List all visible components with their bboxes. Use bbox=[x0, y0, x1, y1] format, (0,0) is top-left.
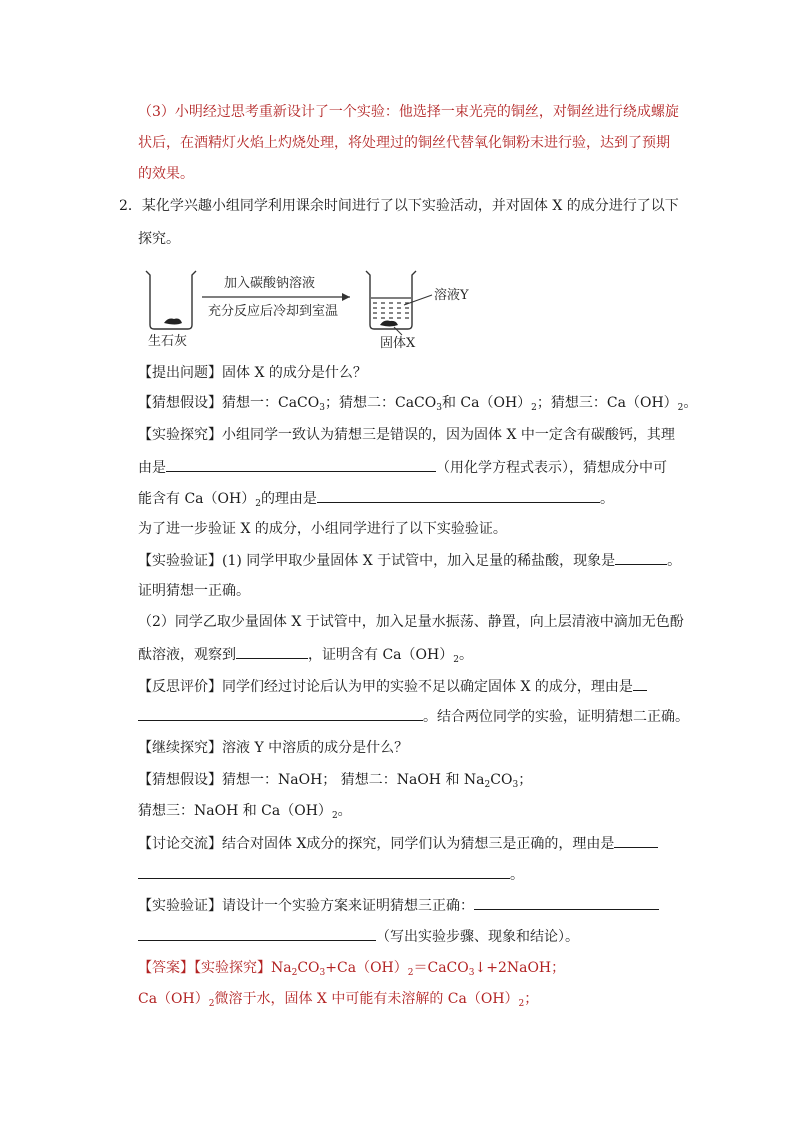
answer-line1-c: +Ca（OH） bbox=[325, 960, 408, 976]
reflect-text: 【反思评价】同学们经过讨论后认为甲的实验不足以确定固体 X 的成分，理由是 bbox=[138, 679, 633, 695]
hyp-sub-d: 2 bbox=[677, 403, 684, 413]
caoh2-reason-blank[interactable] bbox=[317, 488, 600, 503]
answer-line2 bbox=[138, 989, 538, 1009]
answer-line1-b: CO bbox=[297, 960, 320, 976]
observation-blank[interactable] bbox=[236, 644, 308, 659]
answer-line1-d: ＝CaCO bbox=[413, 960, 469, 976]
hyp-text-d: ；猜想三：Ca（OH） bbox=[536, 395, 678, 411]
hyp-sub-a: 3 bbox=[319, 403, 325, 413]
q2-explore-line1: 【实验探究】小组同学一致认为猜想三是错误的，因为固体 X 中一定含有碳酸钙，其理 bbox=[138, 427, 675, 443]
q2-hyp2-line2 bbox=[138, 801, 352, 821]
q2-verify-line1 bbox=[138, 550, 681, 571]
discuss-blank[interactable] bbox=[138, 864, 510, 879]
solid-pointer-line bbox=[394, 327, 402, 335]
q2-hyp2-line1 bbox=[138, 770, 532, 790]
verify-line4-sub: 2 bbox=[453, 655, 459, 665]
answer-line1-sub1: 2 bbox=[291, 968, 298, 978]
right-beaker bbox=[366, 271, 416, 329]
solution-pointer-line bbox=[404, 295, 432, 305]
phenomenon-blank[interactable] bbox=[615, 550, 667, 565]
answer-line2-b: 微溶于水，固体 X 中可能有未溶解的 Ca（OH） bbox=[214, 991, 519, 1007]
equation-answer-blank[interactable] bbox=[166, 457, 436, 472]
answer-line1-e: ↓+2NaOH； bbox=[474, 960, 566, 976]
solution-liquid bbox=[371, 298, 411, 318]
hyp2-b-sub: 3 bbox=[512, 780, 519, 790]
solid-x-label: 固体X bbox=[380, 336, 416, 350]
hyp2-line2-b: 。 bbox=[337, 803, 352, 819]
q2-intro-line2: 探究。 bbox=[138, 231, 180, 247]
solution-y-label: 溶液Y bbox=[434, 288, 469, 303]
answer-line2-sub1: 2 bbox=[208, 999, 215, 1009]
q2-verify2-line1 bbox=[138, 895, 659, 916]
q2-verify2-line2 bbox=[138, 926, 579, 947]
verify-line4-c: 。 bbox=[458, 647, 473, 663]
reflect-conclusion: 。结合两位同学的实验，证明猜想二正确。 bbox=[423, 709, 689, 725]
solid-x bbox=[380, 321, 398, 327]
q2-reflect-line2 bbox=[138, 706, 689, 727]
hyp2-line2-sub: 2 bbox=[331, 811, 338, 821]
verify-line4-a: 酞溶液，观察到 bbox=[138, 647, 236, 663]
hyp2-a: 【猜想假设】猜想一：NaOH； 猜想二：NaOH 和 Na bbox=[138, 772, 485, 788]
q1-part3-line2: 状后，在酒精灯火焰上灼烧处理，将处理过的铜丝代替氧化铜粉末进行验，达到了预期 bbox=[138, 135, 670, 151]
answer-line1-sub2: 3 bbox=[319, 968, 326, 978]
explore-line3-b: 的理由是 bbox=[260, 491, 317, 507]
hyp2-c: ； bbox=[518, 772, 533, 788]
explore-reason-suffix: （用化学方程式表示），猜想成分中可 bbox=[436, 460, 667, 476]
q2-verify-line2: 证明猜想一正确。 bbox=[138, 583, 250, 599]
verify-line4-b: ，证明含有 Ca（OH） bbox=[308, 647, 454, 663]
answer-line1 bbox=[138, 958, 565, 978]
arrow-top-label: 加入碳酸钠溶液 bbox=[224, 276, 316, 291]
q2-verify-line4 bbox=[138, 644, 473, 665]
discuss-text: 【讨论交流】结合对固体 X成分的探究，同学们认为猜想三是正确的，理由是 bbox=[138, 836, 615, 852]
reaction-arrow-head bbox=[342, 293, 350, 301]
q1-part3-line1: （3）小明经过思考重新设计了一个实验：他选择一束光亮的铜丝，对铜丝进行绕成螺旋 bbox=[138, 104, 679, 120]
q2-intro-line1 bbox=[119, 196, 679, 216]
q2-discuss-line1 bbox=[138, 833, 658, 854]
hyp2-a-sub: 2 bbox=[484, 780, 491, 790]
verify-line1-b: 。 bbox=[667, 553, 682, 569]
arrow-bottom-label: 充分反应后冷却到室温 bbox=[208, 304, 339, 319]
left-beaker-label: 生石灰 bbox=[148, 334, 188, 349]
q2-explore-line3 bbox=[138, 488, 614, 509]
hyp2-line2-a: 猜想三：NaOH 和 Ca（OH） bbox=[138, 803, 332, 819]
hyp-sub-c: 2 bbox=[531, 403, 537, 413]
q2-hypothesis bbox=[138, 393, 697, 413]
answer-line2-sub2: 2 bbox=[518, 999, 525, 1009]
q2-intro-text: 某化学兴趣小组同学利用课余时间进行了以下实验活动，并对固体 X 的成分进行了以下 bbox=[141, 198, 679, 214]
hyp2-b: CO bbox=[490, 772, 513, 788]
hyp-text-a: 【猜想假设】猜想一：CaCO bbox=[138, 395, 320, 411]
explore-reason-prefix: 由是 bbox=[138, 460, 166, 476]
q2-discuss-line2 bbox=[138, 864, 524, 885]
explore-line3-c: 。 bbox=[599, 491, 614, 507]
answer-line2-c: ； bbox=[524, 991, 539, 1007]
hyp-text-e: 。 bbox=[683, 395, 698, 411]
q2-continue: 【继续探究】溶液 Y 中溶质的成分是什么？ bbox=[138, 740, 409, 756]
discuss-blank-start[interactable] bbox=[614, 833, 658, 848]
quicklime-solid bbox=[164, 319, 182, 325]
answer-line1-a: 【答案】【实验探究】Na bbox=[138, 960, 292, 976]
verify2-text: 【实验验证】请设计一个实验方案来证明猜想三正确： bbox=[138, 898, 474, 914]
hyp-text-b: ；猜想二：CaCO bbox=[324, 395, 437, 411]
discuss-end: 。 bbox=[510, 867, 524, 883]
q2-further: 为了进一步验证 X 的成分，小组同学进行了以下实验验证。 bbox=[138, 521, 507, 537]
design-blank-start[interactable] bbox=[474, 895, 659, 910]
q2-reflect-line1 bbox=[138, 676, 647, 697]
explore-line3-sub: 2 bbox=[255, 499, 261, 509]
experiment-diagram bbox=[140, 265, 480, 350]
hyp-sub-b: 3 bbox=[436, 403, 442, 413]
verify2-end: （写出实验步骤、现象和结论）。 bbox=[376, 929, 579, 945]
explore-line3-a: 能含有 Ca（OH） bbox=[138, 491, 256, 507]
verify-line1-a: 【实验验证】(1) 同学甲取少量固体 X 于试管中，加入足量的稀盐酸，现象是 bbox=[138, 553, 616, 569]
design-blank[interactable] bbox=[138, 926, 376, 941]
q2-verify-line3: （2）同学乙取少量固体 X 于试管中，加入足量水振荡、静置，向上层清液中滴加无色酚 bbox=[138, 614, 684, 630]
q2-question: 【提出问题】固体 X 的成分是什么？ bbox=[138, 365, 367, 381]
q2-explore-line2 bbox=[138, 457, 667, 478]
answer-line1-sub4: 3 bbox=[468, 968, 475, 978]
q1-part3-line3: 的效果。 bbox=[138, 166, 194, 182]
reflect-blank[interactable] bbox=[138, 706, 423, 721]
reflect-blank-start[interactable] bbox=[633, 676, 647, 691]
hyp-text-c: 和 Ca（OH） bbox=[441, 395, 532, 411]
answer-line2-a: Ca（OH） bbox=[138, 991, 209, 1007]
q2-number: 2． bbox=[119, 198, 142, 214]
answer-line1-sub3: 2 bbox=[407, 968, 414, 978]
